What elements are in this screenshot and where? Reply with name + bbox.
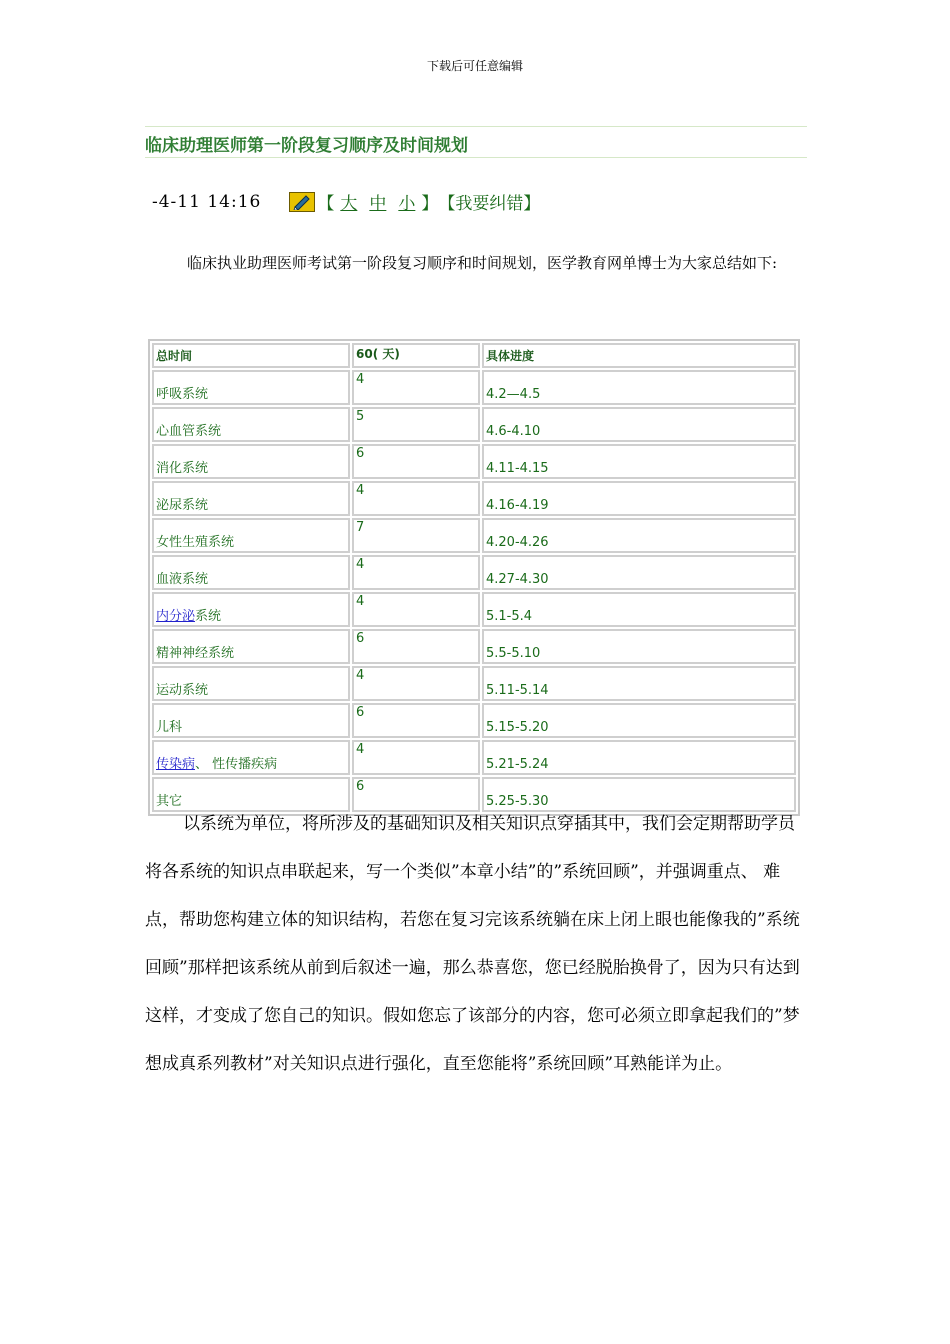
days-cell: 4	[352, 592, 480, 627]
schedule-cell: 5.11-5.14	[482, 666, 796, 701]
system-cell-rest: 系统	[195, 609, 222, 624]
article-meta	[152, 189, 540, 214]
schedule-cell: 4.27-4.30	[482, 555, 796, 590]
table-row	[152, 481, 796, 516]
days-cell: 4	[352, 740, 480, 775]
table-row	[152, 555, 796, 590]
endocrine-link[interactable]: 内分泌	[156, 609, 196, 624]
table-row	[152, 592, 796, 627]
schedule-cell: 5.5-5.10	[482, 629, 796, 664]
table-row	[152, 629, 796, 664]
table-row	[152, 666, 796, 701]
page-title: 临床助理医师第一阶段复习顺序及时间规划	[145, 136, 468, 156]
pencil-icon	[289, 192, 315, 212]
bracket-close: 】	[421, 194, 439, 214]
system-cell: 血液系统	[152, 555, 350, 590]
body-paragraph	[145, 800, 807, 1088]
schedule-cell: 4.16-4.19	[482, 481, 796, 516]
system-cell: 心血管系统	[152, 407, 350, 442]
schedule-cell: 5.1-5.4	[482, 592, 796, 627]
system-cell: 精神神经系统	[152, 629, 350, 664]
body-text: 以系统为单位，将所涉及的基础知识及相关知识点穿插其中，我们会定期帮助学员将各系统的知识点串联起来，写一个类似”本章小结”的”系统回顾”，并强调重点、 难点，帮助您构建立体的知识结构，若您在复习完该系统躺在床上闭上眼也能像我的”系统回顾”那样把该系统从前到后叙述一遍，那么恭喜您，您已经脱胎换骨了，因为只有达到这样，才变成了您自己的知识。假如您忘了该部分的内容，您可必须立即拿起我们的”梦想成真系列教材”对关知识点进行强化，直至您能将”系统回顾”耳熟能详为止。	[145, 814, 800, 1074]
days-cell: 7	[352, 518, 480, 553]
system-cell: 消化系统	[152, 444, 350, 479]
days-cell: 4	[352, 481, 480, 516]
days-cell: 6	[352, 777, 480, 812]
header-note: 下载后可任意编辑	[426, 59, 523, 73]
header-schedule: 具体进度	[482, 343, 796, 368]
days-cell: 4	[352, 666, 480, 701]
days-cell: 5	[352, 407, 480, 442]
schedule-cell: 5.15-5.20	[482, 703, 796, 738]
schedule-table	[148, 339, 800, 816]
system-cell: 运动系统	[152, 666, 350, 701]
intro-paragraph	[145, 240, 805, 287]
report-error-link[interactable]: 【我要纠错】	[438, 194, 541, 214]
schedule-cell: 4.2—4.5	[482, 370, 796, 405]
infectious-disease-link[interactable]: 传染病	[156, 757, 196, 772]
system-cell	[152, 592, 350, 627]
table-row	[152, 407, 796, 442]
font-size-large-link[interactable]: 大	[340, 194, 358, 214]
header-total-time: 总时间	[152, 343, 350, 368]
table-row	[152, 740, 796, 775]
system-cell: 女性生殖系统	[152, 518, 350, 553]
days-cell: 6	[352, 444, 480, 479]
bracket-open: 【	[317, 194, 335, 214]
intro-text: 临床执业助理医师考试第一阶段复习顺序和时间规划，医学教育网单博士为大家总结如下:	[187, 254, 778, 272]
schedule-cell: 5.25-5.30	[482, 777, 796, 812]
days-cell: 4	[352, 370, 480, 405]
system-cell-rest: 、 性传播疾病	[195, 757, 278, 772]
system-cell	[152, 740, 350, 775]
table-row	[152, 444, 796, 479]
schedule-cell: 5.21-5.24	[482, 740, 796, 775]
days-cell: 4	[352, 555, 480, 590]
font-size-medium-link[interactable]: 中	[369, 194, 387, 214]
system-cell: 泌尿系统	[152, 481, 350, 516]
table-header-row	[152, 343, 796, 368]
schedule-cell: 4.6-4.10	[482, 407, 796, 442]
system-cell: 呼吸系统	[152, 370, 350, 405]
system-cell: 儿科	[152, 703, 350, 738]
days-cell: 6	[352, 703, 480, 738]
system-cell: 其它	[152, 777, 350, 812]
title-bar	[145, 126, 807, 158]
table-row	[152, 518, 796, 553]
publish-date: -4-11 14:16	[152, 191, 262, 212]
header-days: 60( 天)	[352, 343, 480, 368]
font-size-small-link[interactable]: 小	[398, 194, 416, 214]
table-row	[152, 370, 796, 405]
days-cell: 6	[352, 629, 480, 664]
schedule-cell: 4.11-4.15	[482, 444, 796, 479]
table-row	[152, 703, 796, 738]
schedule-cell: 4.20-4.26	[482, 518, 796, 553]
